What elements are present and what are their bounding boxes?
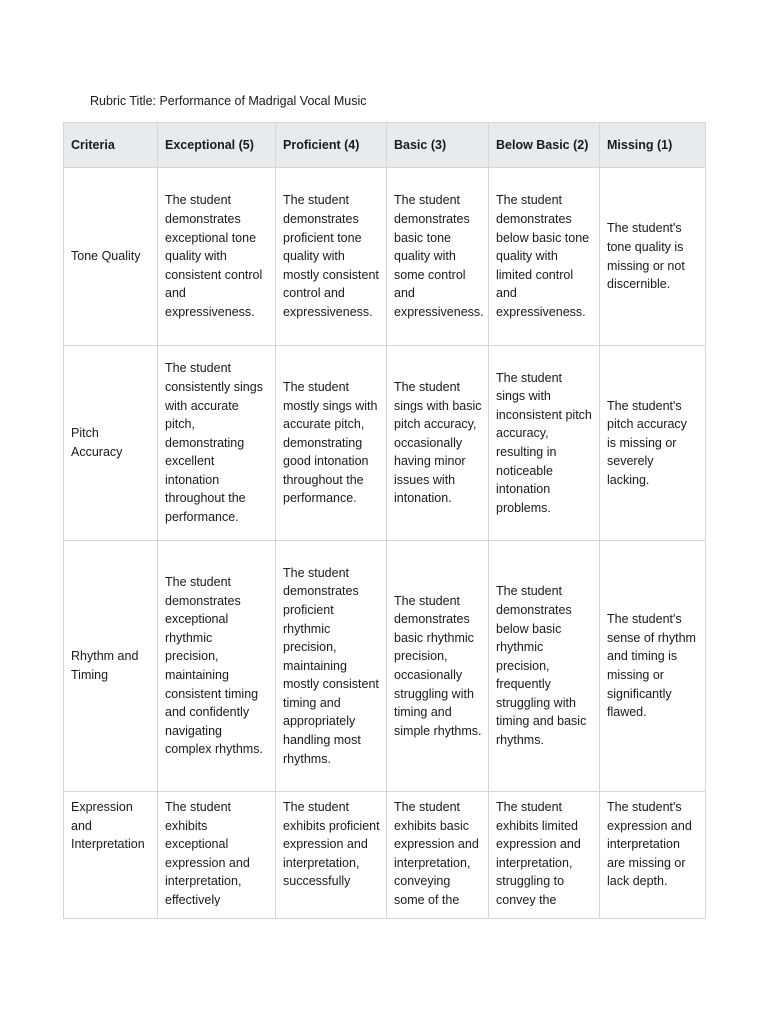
rating-cell: The student's tone quality is missing or not discernible. [600,168,706,346]
rating-cell: The student demonstrates below basic rhythmic precision, frequently struggling with timing and basic rhythms. [489,541,600,792]
rating-cell: The student demonstrates exceptional tone quality with consistent control and expressiveness. [158,168,276,346]
rating-text: The student exhibits limited expression and interpretation, struggling to convey the [496,800,581,906]
header-exceptional: Exceptional (5) [158,123,276,168]
rating-text: The student exhibits proficient expression and interpretation, successfully [283,800,380,889]
header-row [64,123,706,168]
criteria-cell: Pitch Accuracy [64,346,158,541]
rating-cell: The student mostly sings with accurate pitch, demonstrating good intonation throughout the performance. [276,346,387,541]
rating-cell: The student sings with inconsistent pitch accuracy, resulting in noticeable intonation problems. [489,346,600,541]
rubric-table [63,122,706,919]
rubric-title: Rubric Title: Performance of Madrigal Vocal Music [90,94,367,108]
rating-text: The student exhibits exceptional expression and interpretation, effectively [165,800,250,906]
rating-cell: The student demonstrates basic tone quality with some control and expressiveness. [387,168,489,346]
table-row [64,168,706,346]
rating-cell: The student's sense of rhythm and timing is missing or significantly flawed. [600,541,706,792]
table-row [64,792,706,919]
header-missing: Missing (1) [600,123,706,168]
table-row [64,346,706,541]
rating-cell: The student consistently sings with accurate pitch, demonstrating excellent intonation throughout the performance. [158,346,276,541]
criteria-cell [64,792,158,919]
rating-cell: The student demonstrates proficient rhythmic precision, maintaining mostly consistent timing and appropriately handling most rhythms. [276,541,387,792]
rating-cell [489,792,600,919]
rating-cell: The student demonstrates basic rhythmic precision, occasionally struggling with timing and simple rhythms. [387,541,489,792]
rating-cell: The student demonstrates proficient tone quality with mostly consistent control and expressiveness. [276,168,387,346]
header-proficient: Proficient (4) [276,123,387,168]
rating-cell [600,792,706,919]
criteria-cell: Tone Quality [64,168,158,346]
rating-cell: The student sings with basic pitch accuracy, occasionally having minor issues with intonation. [387,346,489,541]
criteria-cell: Rhythm and Timing [64,541,158,792]
header-below-basic: Below Basic (2) [489,123,600,168]
table-row [64,541,706,792]
rating-cell: The student demonstrates exceptional rhythmic precision, maintaining consistent timing and confidently navigating complex rhythms. [158,541,276,792]
header-criteria: Criteria [64,123,158,168]
rating-cell [158,792,276,919]
rating-cell [387,792,489,919]
rating-text: The student exhibits basic expression and interpretation, conveying some of the [394,800,479,906]
rating-cell: The student's pitch accuracy is missing or severely lacking. [600,346,706,541]
rating-text: The student's expression and interpretation are missing or lack depth. [607,800,692,889]
rating-cell [276,792,387,919]
rating-cell: The student demonstrates below basic tone quality with limited control and expressiveness. [489,168,600,346]
criteria-text: Expression and Interpretation [71,800,145,852]
header-basic: Basic (3) [387,123,489,168]
